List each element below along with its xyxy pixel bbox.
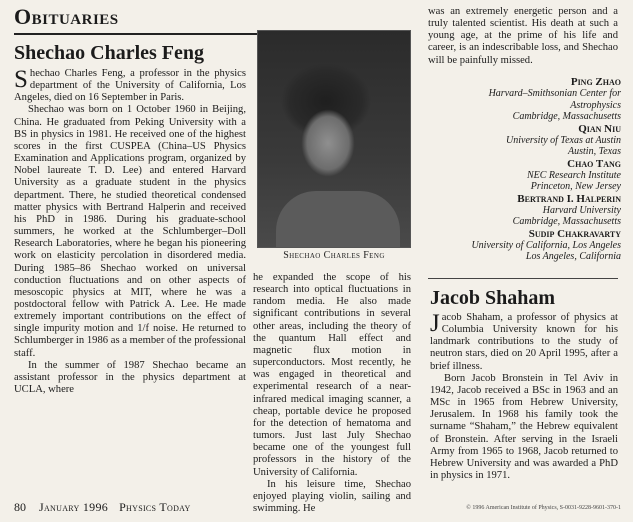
paragraph: he expanded the scope of his research into optical fluctuations in random media. He also made significant contributions in several other areas, including the theory of the quantum Hall effect and magnetic flux motion in superconductors. Most recently, he was engaged in theoretical and experimental research of a near-infrared medical imaging scanner, a cheap, portable device he proposed for the detection of hematoma and tumors. Just last July Shechao became one of the youngest full professors in the history of the University of California. <box>253 272 411 478</box>
signature-block <box>420 123 621 158</box>
obituary-feng-column-3 <box>428 6 618 67</box>
paragraph: In his leisure time, Shechao enjoyed playing violin, sailing and swimming. He <box>253 478 411 514</box>
paragraph: Shechao Charles Feng, a professor in the physics department of the University of California, Los Angeles, died on 16 September in Paris. <box>14 66 246 104</box>
signature-block <box>420 158 621 193</box>
copyright-line: © 1996 American Institute of Physics, S-0031-9228-9601-370-1 <box>466 505 621 511</box>
signature-affiliation: Cambridge, Massachusetts <box>512 216 621 227</box>
section-title: Obituaries <box>14 4 119 29</box>
signature-affiliation: NEC Research Institute <box>526 169 621 181</box>
obituary-feng-column-2 <box>253 272 411 515</box>
paragraph: Jacob Shaham, a professor of physics at Columbia University known for his landmark contributions to the study of neutron stars, died on 20 April 1995, after a brief illness. <box>430 310 618 372</box>
obituary-heading-shaham: Jacob Shaham <box>430 287 556 309</box>
signature-affiliation: Austin, Texas <box>568 146 621 157</box>
signature-block <box>420 228 621 263</box>
signature-block <box>420 193 621 228</box>
obituary-heading-feng: Shechao Charles Feng <box>14 42 204 64</box>
obituary-shaham-text <box>430 312 618 482</box>
obituary-divider <box>428 278 618 279</box>
signatures <box>420 76 621 263</box>
portrait-photo <box>257 30 411 248</box>
signature-affiliation: Astrophysics <box>570 99 621 111</box>
paragraph: was an extremely energetic person and a truly talented scientist. His death at such a young age, at the prime of his life and career, is an indescribable loss, and Shechao will be painfully missed. <box>428 6 618 66</box>
photo-shirt <box>276 191 400 247</box>
signature-affiliation: University of California, Los Angeles <box>471 239 621 251</box>
issue-date: January 1996 <box>39 500 109 514</box>
signature-affiliation: Princeton, New Jersey <box>530 181 621 192</box>
signature-affiliation: Harvard–Smithsonian Center for <box>488 88 621 99</box>
obituary-feng-column-1 <box>14 68 246 396</box>
paragraph: Shechao was born on 1 October 1960 in Beijing, China. He graduated from Peking University with a BS in physics in 1981. He received one of the highest scores in the first CUSPEA (China–US Physics Examination and Applications program, organized by Nobel laureate T. D. Lee) and entered Harvard University as a graduate student in the physics department. There, he studied theoretical condensed matter physics with Bertrand Halperin and received his PhD in 1986. During his graduate-school summers, he worked at the Schlumberger–Doll Research Laboratories, where he began his pioneering work on elasticity percolation in disordered media. During 1985–86 Shechao worked on universal conduction fluctuations and on other aspects of mesoscopic physics at MIT, where he was a postdoctoral fellow with Patrick A. Lee. He made extremely important contributions on the effect of single impurity motion and 1/f noise. He returned to Schlumberger in 1986 as a member of the professional staff. <box>14 104 246 359</box>
signature-affiliation: University of Texas at Austin <box>506 134 621 146</box>
page-footer <box>14 500 191 515</box>
signature-name: Qian Niu <box>578 122 621 135</box>
signature-affiliation: Cambridge, Massachusetts <box>512 111 621 122</box>
photo-caption: Shechao Charles Feng <box>283 250 385 261</box>
signature-name: Chao Tang <box>567 157 621 170</box>
signature-block <box>420 76 621 123</box>
signature-name: Bertrand I. Halperin <box>517 192 621 205</box>
signature-affiliation: Los Angeles, California <box>525 251 621 262</box>
paragraph: Born Jacob Bronstein in Tel Aviv in 1942, Jacob received a BSc in 1963 and an MSc in 1965 from Hebrew University, Jerusalem. In 1968 his family took the surname “Shaham,” the Hebrew equivalent of Bronstein. After serving in the Israeli Army from 1965 to 1968, Jacob returned to Hebrew University and was awarded a PhD in physics in 1971. <box>430 372 618 482</box>
signature-name: Ping Zhao <box>570 76 621 88</box>
journal-name: Physics Today <box>119 500 191 514</box>
signature-name: Sudip Chakravarty <box>528 227 621 240</box>
signature-affiliation: Harvard University <box>542 204 621 216</box>
page-number: 80 <box>14 500 26 514</box>
paragraph: In the summer of 1987 Shechao became an assistant professor in the physics department at UCLA, where <box>14 359 246 396</box>
